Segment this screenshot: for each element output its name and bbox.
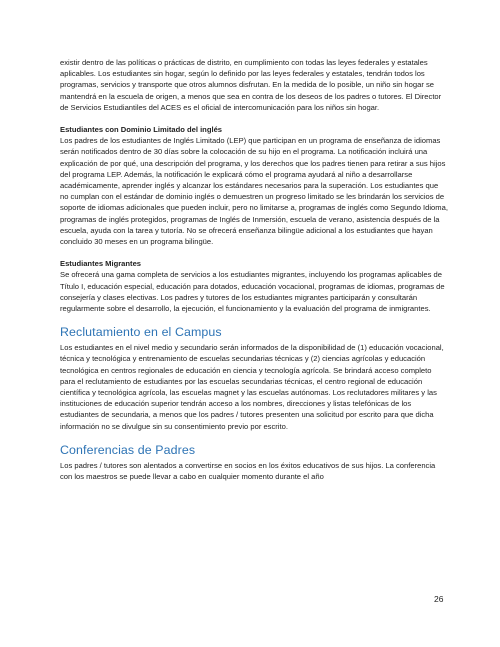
conferences-paragraph: Los padres / tutores son alentados a convertirse en socios en los éxitos educativos de sus hijos. La conferencia con los maestros se puede llevar a cabo en cualquier momento durante el año bbox=[60, 460, 436, 482]
recruitment-paragraph: Los estudiantes en el nivel medio y secundario serán informados de la disponibilidad de (1) educación vocacional, técnica y tecnológica y entrenamiento de escuelas secundarias técnicas y (2) ciencias agrícolas y educación tecnológica en centros regionales de educación en ciencia y tecnología agrícola. Se brindará acceso completo para el reclutamiento de estudiantes por las escuelas secundarias técnicas, el centro regional de educación científica y tecnológica agrícola, las escuelas magnet y las escuelas autónomas. Los reclutadores militares y las instituciones de educación superior tendrán acceso a los nombres, direcciones y listas telefónicas de los estudiantes de secundaria, a menos que los padres / tutores presenten una solicitud por escrito para que dicha información no se divulgue sin su consentimiento previo por escrito. bbox=[60, 343, 444, 431]
lep-subheading: Estudiantes con Dominio Limitado del inglés bbox=[60, 125, 223, 135]
lep-paragraph: Los padres de los estudiantes de Inglés Limitado (LEP) que participan en un programa de enseñanza de idiomas serán notificados dentro de 30 días sobre la colocación de su hijo en el programa. La notificación incluirá una explicación de por qué, una descripción del programa, y los derechos que los padres tienen para retirar a sus hijos del programa LEP. Además, la notificación le explicará cómo el programa ayudará al niño a desarrollarse académicamente, aprender inglés y alcanzar los estándares necesarios para la superación. Los estudiantes que no cumplan con el estándar de dominio inglés o demuestren un progreso limitado se les brindarán los servicios de soporte de idiomas adicionales que pueden incluir, pero no limitarse a, programas de inglés como Segundo Idioma, programas de inglés protegidos, programas de Inglés de Inmersión, escuela de verano, asistencia después de la escuela, ayuda con la tarea y tutoría. No se ofrecerá enseñanza bilingüe adicional a los estudiantes que hayan concluido 30 meses en un programa bilingüe. bbox=[60, 136, 448, 247]
recruitment-heading: Reclutamiento en el Campus bbox=[60, 325, 222, 340]
conferences-heading: Conferencias de Padres bbox=[60, 442, 196, 457]
homeless-paragraph: existir dentro de las políticas o prácticas de distrito, en cumplimiento con todas las leyes federales y estatales aplicables. Los estudiantes sin hogar, según lo definido por las leyes federales y estatales, tendrán todos los programas, servicios y transporte que otros alumnos disfrutan. En la medida de lo posible, un niño sin hogar se mantendrá en la escuela de origen, a menos que sea en contra de los deseos de los padres o tutores. El Director de Servicios Estudiantiles del ACES es el oficial de intercomunicación para los niños sin hogar. bbox=[60, 58, 442, 112]
page-number: 26 bbox=[434, 594, 444, 604]
migrant-subheading: Estudiantes Migrantes bbox=[60, 259, 142, 269]
page-body bbox=[60, 57, 448, 482]
migrant-paragraph: Se ofrecerá una gama completa de servicios a los estudiantes migrantes, incluyendo los programas aplicables de Título I, educación especial, educación para dotados, educación vocacional, programas de idiomas, programas de consejería y clases electivas. Los padres y tutores de los estudiantes migrantes participarán y consultarán regularmente sobre el desarrollo, la ejecución, el funcionamiento y la evaluación del programa de inmigrantes. bbox=[60, 270, 445, 314]
